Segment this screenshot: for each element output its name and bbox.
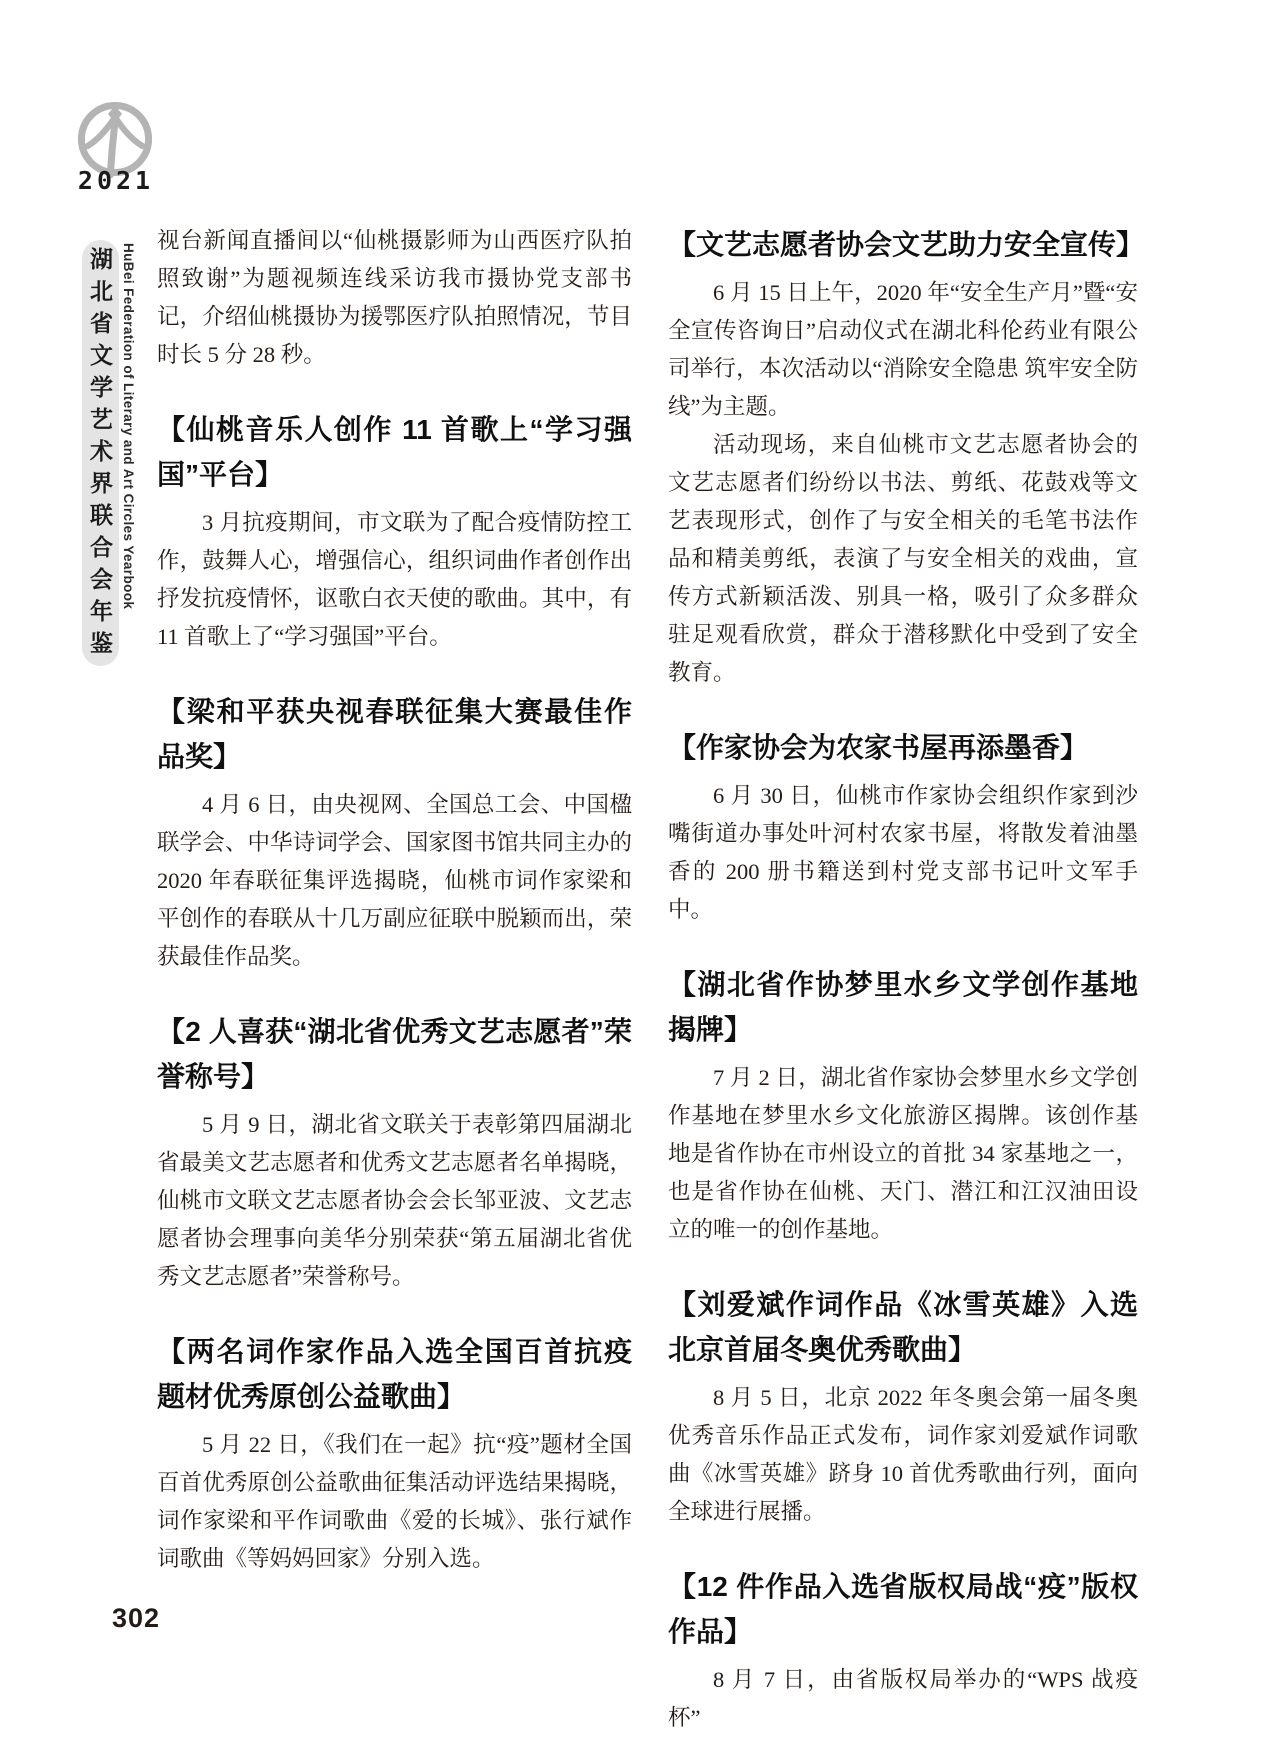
yearbook-title-cn: 湖北省文学艺术界联合会年鉴 [87, 247, 113, 663]
entry-heading: 【作家协会为农家书屋再添墨香】 [668, 732, 1089, 763]
paragraph: 4 月 6 日，由央视网、全国总工会、中国楹联学会、中华诗词学会、国家图书馆共同主办的 2020 年春联征集评选揭晓，仙桃市词作家梁和平创作的春联从十几万副应征联中脱颖而出，荣获最佳作品奖。 [157, 792, 632, 969]
entry-heading: 【文艺志愿者协会文艺助力安全宣传】 [668, 229, 1145, 260]
year-label: 2021 [77, 166, 155, 195]
page-number: 302 [112, 1603, 161, 1633]
right-column [668, 222, 1145, 1737]
entry-heading: 【12 件作品入选省版权局战“疫”版权作品】 [668, 1571, 1138, 1647]
entry-heading: 【湖北省作协梦里水乡文学创作基地揭牌】 [668, 969, 1138, 1045]
left-column [157, 222, 632, 1578]
paragraph: 6 月 30 日，仙桃市作家协会组织作家到沙嘴街道办事处叶河村农家书屋，将散发着油墨香的 200 册书籍送到村党支部书记叶文军手中。 [668, 783, 1138, 922]
paragraph: 5 月 9 日，湖北省文联关于表彰第四届湖北省最美文艺志愿者和优秀文艺志愿者名单揭晓，仙桃市文联文艺志愿者协会会长邹亚波、文艺志愿者协会理事向美华分别荣获“第五届湖北省优秀文艺志愿者”荣誉称号。 [157, 1112, 632, 1289]
paragraph: 视台新闻直播间以“仙桃摄影师为山西医疗队拍照致谢”为题视频连线采访我市摄协党支部书记，介绍仙桃摄协为援鄂医疗队拍照情况，节目时长 5 分 28 秒。 [157, 228, 632, 367]
yearbook-title-pill [82, 240, 119, 666]
paragraph: 活动现场，来自仙桃市文艺志愿者协会的文艺志愿者们纷纷以书法、剪纸、花鼓戏等文艺表现形式，创作了与安全相关的毛笔书法作品和精美剪纸，表演了与安全相关的戏曲，宣传方式新颖活泼、别具一格，吸引了众多群众驻足观看欣赏，群众于潜移默化中受到了安全教育。 [668, 432, 1138, 685]
paragraph: 8 月 5 日，北京 2022 年冬奥会第一届冬奥优秀音乐作品正式发布，词作家刘爱斌作词歌曲《冰雪英雄》跻身 10 首优秀歌曲行列，面向全球进行展播。 [668, 1385, 1138, 1524]
paragraph: 5 月 22 日，《我们在一起》抗“疫”题材全国百首优秀原创公益歌曲征集活动评选结果揭晓，词作家梁和平作词歌曲《爱的长城》、张行斌作词歌曲《等妈妈回家》分别入选。 [157, 1432, 632, 1571]
entry-heading: 【两名词作家作品入选全国百首抗疫题材优秀原创公益歌曲】 [157, 1336, 632, 1412]
paragraph: 8 月 7 日，由省版权局举办的“WPS 战疫杯” [668, 1667, 1138, 1730]
entry-heading: 【刘爱斌作词作品《冰雪英雄》入选北京首届冬奥优秀歌曲】 [668, 1289, 1138, 1365]
yearbook-title-en: HuBei Federation of Literary and Art Circles Yearbook [121, 243, 136, 610]
entry-heading: 【仙桃音乐人创作 11 首歌上“学习强国”平台】 [157, 414, 632, 490]
entry-heading: 【梁和平获央视春联征集大赛最佳作品奖】 [157, 696, 632, 772]
paragraph: 7 月 2 日，湖北省作家协会梦里水乡文学创作基地在梦里水乡文化旅游区揭牌。该创作基地是省作协在市州设立的首批 34 家基地之一，也是省作协在仙桃、天门、潜江和江汉油田设立的唯一的创作基地。 [668, 1065, 1138, 1242]
paragraph: 6 月 15 日上午，2020 年“安全生产月”暨“安全宣传咨询日”启动仪式在湖北科伦药业有限公司举行，本次活动以“消除安全隐患 筑牢安全防线”为主题。 [668, 280, 1138, 419]
entry-heading: 【2 人喜获“湖北省优秀文艺志愿者”荣誉称号】 [157, 1016, 632, 1092]
paragraph: 3 月抗疫期间，市文联为了配合疫情防控工作，鼓舞人心，增强信心，组织词曲作者创作出抒发抗疫情怀，讴歌白衣天使的歌曲。其中，有 11 首歌上了“学习强国”平台。 [157, 510, 632, 649]
